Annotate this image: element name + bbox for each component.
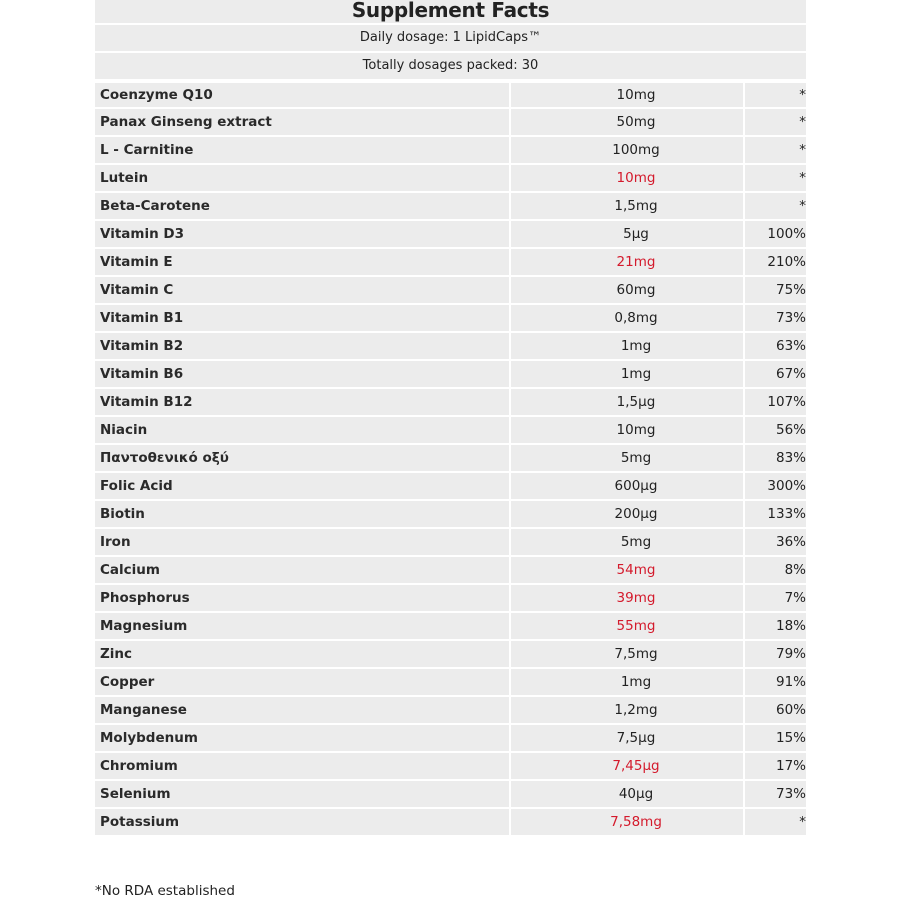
nutrient-amount: 54mg (509, 557, 745, 583)
nutrient-name: Magnesium (100, 618, 188, 634)
nutrient-name: Selenium (100, 786, 171, 802)
nutrient-amount: 50mg (509, 109, 745, 135)
nutrient-name: Molybdenum (100, 730, 198, 746)
nutrient-amount: 55mg (509, 613, 745, 639)
nutrient-amount: 7,5mg (509, 641, 745, 667)
table-row (95, 109, 806, 137)
nutrient-name: L - Carnitine (100, 142, 194, 158)
table-row (95, 557, 806, 585)
table-row (95, 445, 806, 473)
nutrient-amount: 5μg (509, 221, 745, 247)
nutrient-name: Manganese (100, 702, 187, 718)
nutrient-name: Vitamin C (100, 282, 174, 298)
table-row (95, 389, 806, 417)
nutrient-name: Vitamin B12 (100, 394, 193, 410)
nutrient-name: Iron (100, 534, 131, 550)
nutrient-name: Niacin (100, 422, 148, 438)
nutrient-rda: 107% (767, 394, 806, 410)
nutrient-amount: 10mg (509, 83, 745, 107)
nutrient-rda: 73% (775, 310, 806, 326)
table-row (95, 333, 806, 361)
nutrient-amount: 1,5mg (509, 193, 745, 219)
table-row (95, 641, 806, 669)
nutrient-amount: 21mg (509, 249, 745, 275)
table-row (95, 165, 806, 193)
table-row (95, 613, 806, 641)
nutrient-rda: 60% (775, 702, 806, 718)
nutrient-name: Vitamin B1 (100, 310, 184, 326)
nutrient-amount: 10mg (509, 165, 745, 191)
nutrient-name: Folic Acid (100, 478, 173, 494)
nutrient-rda: 36% (775, 534, 806, 550)
nutrient-amount: 39mg (509, 585, 745, 611)
footnote: *No RDA established (95, 883, 235, 899)
nutrient-name: Vitamin B6 (100, 366, 184, 382)
table-row (95, 529, 806, 557)
nutrient-rda: 73% (775, 786, 806, 802)
nutrient-name: Vitamin E (100, 254, 173, 270)
nutrient-rda: * (799, 814, 806, 830)
nutrient-rda: 210% (767, 254, 806, 270)
nutrient-rda: 300% (767, 478, 806, 494)
table-row (95, 81, 806, 109)
table-row (95, 137, 806, 165)
nutrient-amount: 100mg (509, 137, 745, 163)
nutrient-amount: 10mg (509, 417, 745, 443)
table-row (95, 781, 806, 809)
table-row (95, 725, 806, 753)
nutrient-amount: 7,45μg (509, 753, 745, 779)
nutrient-name: Vitamin D3 (100, 226, 185, 242)
nutrient-amount: 7,5μg (509, 725, 745, 751)
nutrient-name: Beta-Carotene (100, 198, 210, 214)
nutrient-rda: 7% (784, 590, 806, 606)
nutrient-rda: 63% (775, 338, 806, 354)
nutrient-rda: 133% (767, 506, 806, 522)
table-row (95, 277, 806, 305)
nutrient-amount: 60mg (509, 277, 745, 303)
nutrient-amount: 5mg (509, 529, 745, 555)
nutrient-name: Phosphorus (100, 590, 190, 606)
nutrient-rda: * (799, 87, 806, 103)
nutrient-rda: 91% (775, 674, 806, 690)
nutrient-name: Coenzyme Q10 (100, 87, 213, 103)
nutrient-name: Biotin (100, 506, 145, 522)
table-row (95, 697, 806, 725)
table-row (95, 585, 806, 613)
nutrient-rda: 56% (775, 422, 806, 438)
table-row (95, 501, 806, 529)
nutrient-name: Panax Ginseng extract (100, 114, 272, 130)
nutrient-name: Zinc (100, 646, 133, 662)
nutrient-rda: 8% (784, 562, 806, 578)
table-row (95, 249, 806, 277)
table-row (95, 809, 806, 837)
nutrient-amount: 600μg (509, 473, 745, 499)
nutrient-rda: 75% (775, 282, 806, 298)
nutrient-name: Calcium (100, 562, 160, 578)
nutrient-rda: 18% (775, 618, 806, 634)
table-title: Supplement Facts (95, 0, 806, 25)
nutrient-amount: 1mg (509, 669, 745, 695)
nutrient-rda: 67% (775, 366, 806, 382)
daily-dosage-label: Daily dosage: 1 LipidCaps™ (95, 25, 806, 53)
nutrient-rda: * (799, 170, 806, 186)
table-row (95, 669, 806, 697)
nutrient-rda: * (799, 142, 806, 158)
table-row (95, 753, 806, 781)
nutrient-rda: 15% (775, 730, 806, 746)
nutrient-name: Lutein (100, 170, 149, 186)
table-row (95, 193, 806, 221)
nutrient-name: Potassium (100, 814, 180, 830)
nutrient-amount: 7,58mg (509, 809, 745, 835)
nutrient-rows (95, 81, 806, 837)
total-dosages-label: Totally dosages packed: 30 (95, 53, 806, 81)
table-row (95, 473, 806, 501)
nutrient-amount: 0,8mg (509, 305, 745, 331)
nutrient-rda: * (799, 114, 806, 130)
nutrient-rda: 100% (767, 226, 806, 242)
nutrient-name: Vitamin B2 (100, 338, 184, 354)
table-row (95, 221, 806, 249)
nutrient-rda: 83% (775, 450, 806, 466)
nutrient-rda: 17% (775, 758, 806, 774)
nutrient-amount: 200μg (509, 501, 745, 527)
nutrient-rda: 79% (775, 646, 806, 662)
table-row (95, 417, 806, 445)
nutrient-amount: 1mg (509, 361, 745, 387)
nutrient-name: Παντοθενικό οξύ (100, 450, 229, 466)
nutrient-name: Copper (100, 674, 155, 690)
nutrient-amount: 5mg (509, 445, 745, 471)
nutrient-amount: 1,2mg (509, 697, 745, 723)
nutrient-amount: 40μg (509, 781, 745, 807)
nutrient-name: Chromium (100, 758, 178, 774)
nutrient-rda: * (799, 198, 806, 214)
nutrient-amount: 1mg (509, 333, 745, 359)
supplement-facts-table (95, 0, 806, 837)
table-row (95, 361, 806, 389)
table-row (95, 305, 806, 333)
nutrient-amount: 1,5μg (509, 389, 745, 415)
